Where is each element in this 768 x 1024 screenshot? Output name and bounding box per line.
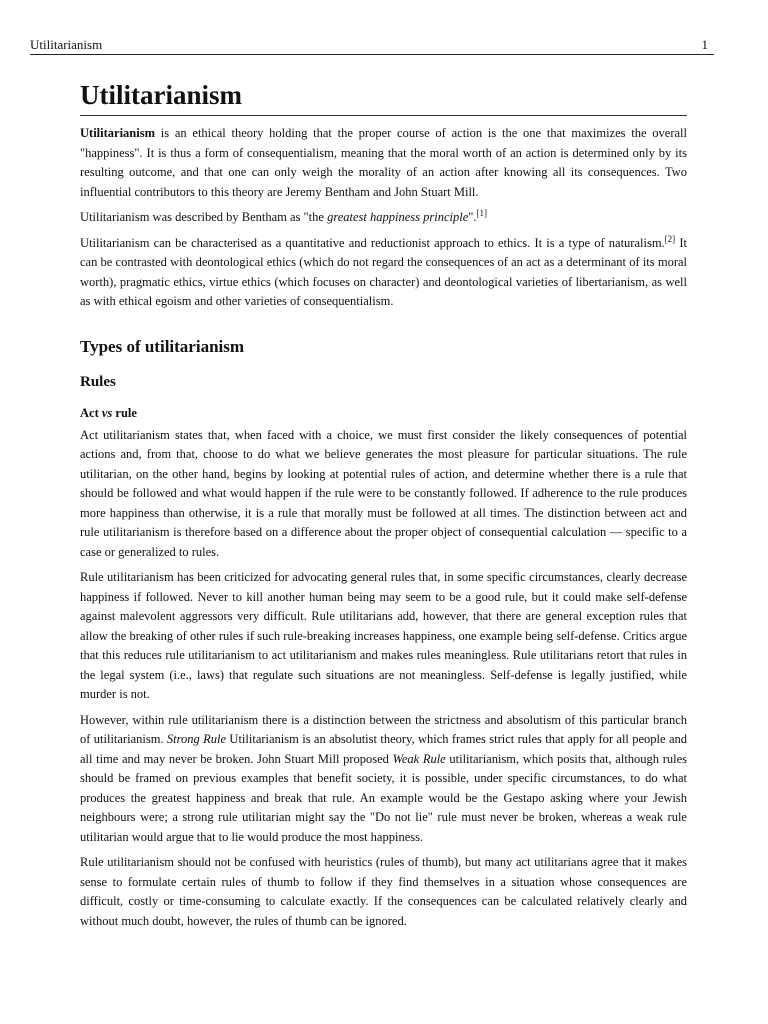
article-title: Utilitarianism (80, 78, 687, 116)
greatest-happiness-phrase: greatest happiness principle (327, 210, 469, 224)
running-title: Utilitarianism (30, 37, 103, 52)
heading-act: Act (80, 405, 102, 420)
intro-paragraph-1 (80, 124, 687, 202)
intro-2-end: ". (468, 210, 477, 224)
page-number: 1 (701, 37, 708, 52)
intro-paragraph-3 (80, 234, 687, 312)
reference-link-1[interactable]: [1] (476, 207, 487, 218)
intro-text: is an ethical theory holding that the proper course of action is the one that maximizes the overall "happiness". It is thus a form of consequentialism, meaning that the moral worth of an action is determined only by its resulting outcome, and that one can only weigh the morality of an action after knowing all its consequences. Two influential contributors to this theory are Jeremy Bentham and John Stuart Mill. (80, 126, 687, 199)
p3-text-3: utilitarianism, which posits that, although rules should be framed on previous examples that benefit society, it is possible, under specific circumstances, to do what produces the greatest happiness and break that rule. An example would be the Gestapo asking where your Jewish neighbours were; a strong rule utilitarian might say the "Do not lie" rule must never be broken, whereas a weak rule utilitarian would argue that to lie would produce the most happiness. (80, 751, 687, 844)
intro-term: Utilitarianism (80, 126, 155, 140)
p3-text-1: However, within rule utilitarianism there is a distinction between the strictness and absolutism of this particular branch of utilitarianism. (80, 712, 687, 746)
body-paragraph-3 (80, 711, 687, 848)
section-heading: Types of utilitarianism (80, 336, 245, 356)
body-paragraph-2: Rule utilitarianism has been criticized for advocating general rules that, in some specific circumstances, clearly decrease happiness if followed. Never to kill another human being may seem to be a good rule, but it could make self-defense against malevolent aggressors very difficult. Rule utilitarians add, however, that there are general exception rules that allow the breaking of other rules if such rule-breaking increases happiness, one example being self-defense. Critics argue that this reduces rule utilitarianism to act utilitarianism and makes rules meaningless. Rule utilitarians retort that rules in the legal system (i.e., laws) that regulate such situations are not meaningless. Self-defense is legally justified, while murder is not. (80, 570, 687, 701)
intro-paragraph-2 (80, 208, 687, 228)
page-header (30, 38, 714, 55)
reference-link-2[interactable]: [2] (664, 233, 676, 244)
weak-rule-term: Weak Rule (392, 751, 446, 766)
intro-3-text: Utilitarianism can be characterised as a quantitative and reductionist approach to ethics. It is a type of naturalism. (80, 235, 665, 250)
article-body (80, 78, 687, 937)
body-paragraph-1: Act utilitarianism states that, when faced with a choice, we must first consider the likely consequences of potential actions and, from that, choose to do what we believe generates the most pleasure for particular situations. The rule utilitarian, on the other hand, begins by looking at potential rules of action, and determine whether there is a rule that should be followed and what would happen if the rule were to be constantly followed. If adherence to the rule produces more happiness than otherwise, it is a rule that morally must be followed at all times. The distinction between act and rule utilitarianism is therefore based on a difference about the proper object of consequential calculation — specific to a case or generalized to rules. (80, 427, 687, 559)
subsection-heading: Rules (80, 373, 116, 390)
heading-vs: vs (101, 405, 113, 420)
heading-rule: rule (112, 405, 137, 420)
intro-2-text: Utilitarianism was described by Bentham as "the (80, 210, 328, 224)
strong-rule-term: Strong Rule (166, 732, 227, 746)
intro-3-rest: It can be contrasted with deontological ethics (which do not regard the consequences of an act as a determinant of its moral worth), pragmatic ethics, virtue ethics (which focuses on character) and deontological varieties of libertarianism, as well as with ethical egoism and other varieties of consequentialism. (80, 235, 687, 308)
p3-text-2: Utilitarianism is an absolutist theory, which frames strict rules that apply for all people and all time and may never be broken. John Stuart Mill proposed (80, 732, 687, 766)
subsubsection-heading (80, 404, 687, 422)
body-paragraph-4: Rule utilitarianism should not be confused with heuristics (rules of thumb), but many act utilitarians agree that it makes sense to formulate certain rules of thumb to follow if they find themselves in a situation whose consequences are difficult, costly or time-consuming to calculate exactly. If the consequences can be calculated relatively clearly and without much doubt, however, the rules of thumb can be ignored. (80, 855, 687, 928)
